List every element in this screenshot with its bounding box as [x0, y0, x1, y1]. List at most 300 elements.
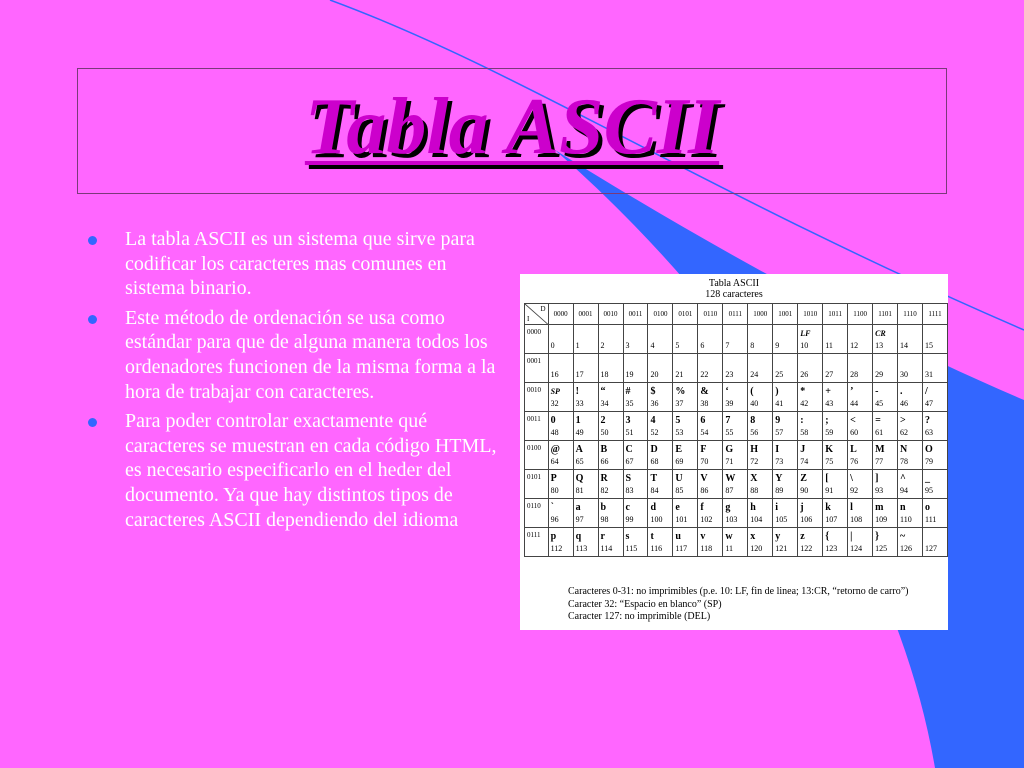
ascii-cell	[873, 354, 898, 383]
ascii-cell	[823, 354, 848, 383]
ascii-char: ?	[924, 415, 930, 426]
ascii-char: z	[800, 531, 805, 542]
ascii-char: =	[875, 415, 881, 426]
ascii-char: 0	[550, 415, 556, 426]
ascii-cell	[798, 470, 823, 499]
ascii-cell	[898, 441, 923, 470]
ascii-cell	[623, 441, 648, 470]
ascii-column-header: 0100	[648, 304, 673, 325]
ascii-cell	[922, 441, 947, 470]
ascii-code: 71	[725, 457, 734, 466]
row-header-label: 0100	[527, 444, 541, 452]
ascii-cell	[598, 325, 623, 354]
ascii-char: s	[625, 531, 630, 542]
ascii-cell	[673, 470, 698, 499]
ascii-cell	[748, 499, 773, 528]
ascii-code: 62	[900, 428, 909, 437]
ascii-code: 93	[875, 486, 884, 495]
ascii-code: 5	[675, 341, 680, 350]
ascii-cell	[623, 470, 648, 499]
ascii-code: 58	[800, 428, 809, 437]
ascii-char: m	[875, 502, 884, 513]
ascii-cell	[573, 412, 598, 441]
ascii-column-header: 0010	[598, 304, 623, 325]
ascii-cell	[698, 470, 723, 499]
ascii-column-header: 0111	[723, 304, 748, 325]
ascii-code: 78	[900, 457, 909, 466]
ascii-row	[525, 470, 948, 499]
ascii-cell	[773, 441, 798, 470]
ascii-column-header: 0011	[623, 304, 648, 325]
ascii-code: 28	[850, 370, 859, 379]
ascii-char: y	[775, 531, 781, 542]
ascii-code: 29	[875, 370, 884, 379]
ascii-char: ’	[850, 386, 854, 397]
ascii-code: 23	[725, 370, 734, 379]
ascii-char: D	[650, 444, 658, 455]
ascii-corner-cell	[525, 304, 549, 325]
ascii-code: 116	[650, 544, 663, 553]
ascii-code: 44	[850, 399, 859, 408]
ascii-row-header	[525, 470, 549, 499]
ascii-char: H	[750, 444, 759, 455]
bullet-text: Para poder controlar exactamente qué caracteres se muestran en cada código HTML, es necesario especificarlo en el heder del documento. Ya que hay distintos tipos de caracteres ASCII dependiendo del idioma	[125, 410, 497, 531]
ascii-cell	[798, 528, 823, 557]
ascii-code: 24	[750, 370, 759, 379]
ascii-code: 66	[600, 457, 609, 466]
ascii-cell	[748, 470, 773, 499]
ascii-code: 39	[725, 399, 734, 408]
ascii-code: 36	[650, 399, 659, 408]
ascii-cell	[823, 528, 848, 557]
ascii-char: “	[600, 386, 606, 397]
ascii-code: 11	[825, 341, 833, 350]
ascii-cell	[748, 325, 773, 354]
ascii-code: 67	[625, 457, 634, 466]
ascii-code: 12	[850, 341, 859, 350]
ascii-char: U	[675, 473, 683, 484]
ascii-char: }	[875, 531, 880, 542]
ascii-cell	[873, 528, 898, 557]
ascii-caption-subtitle: 128 caracteres	[705, 289, 763, 300]
ascii-cell	[573, 354, 598, 383]
bullet-text: Este método de ordenación se usa como estándar para que de alguna manera todos los ordenadores funcionen de la misma forma a la hora de trabajar con caracteres.	[125, 306, 496, 403]
ascii-notes	[568, 586, 908, 624]
ascii-char: 2	[600, 415, 606, 426]
row-header-label: 0000	[527, 328, 541, 336]
ascii-cell	[873, 499, 898, 528]
ascii-cell	[773, 325, 798, 354]
ascii-cell	[723, 441, 748, 470]
ascii-cell	[748, 441, 773, 470]
ascii-cell	[573, 499, 598, 528]
ascii-char: \	[850, 473, 853, 484]
ascii-cell	[798, 441, 823, 470]
ascii-cell	[723, 383, 748, 412]
ascii-note-line: Caracteres 0-31: no imprimibles (p.e. 10: LF, fin de linea; 13:CR, “retorno de carro”)	[568, 586, 909, 597]
ascii-cell	[598, 499, 623, 528]
ascii-cell	[773, 383, 798, 412]
ascii-code: 9	[775, 341, 780, 350]
ascii-code: 47	[924, 399, 933, 408]
ascii-code: 6	[700, 341, 705, 350]
ascii-column-header: 1101	[873, 304, 898, 325]
ascii-cell	[698, 528, 723, 557]
ascii-caption	[520, 278, 948, 300]
ascii-column-header: 1000	[748, 304, 773, 325]
ascii-code: 60	[850, 428, 859, 437]
ascii-code: 75	[825, 457, 834, 466]
ascii-char: CR	[875, 329, 886, 338]
ascii-cell	[748, 412, 773, 441]
ascii-code: 54	[700, 428, 709, 437]
ascii-cell	[898, 470, 923, 499]
ascii-cell	[798, 325, 823, 354]
ascii-cell	[873, 412, 898, 441]
ascii-row	[525, 325, 948, 354]
bullet-dot-icon	[88, 315, 97, 324]
ascii-char: V	[700, 473, 708, 484]
ascii-code: 86	[700, 486, 709, 495]
ascii-cell	[773, 412, 798, 441]
ascii-row	[525, 383, 948, 412]
ascii-cell	[598, 470, 623, 499]
ascii-char: [	[825, 473, 829, 484]
ascii-cell	[648, 325, 673, 354]
ascii-char: &	[700, 386, 709, 397]
ascii-code: 89	[775, 486, 784, 495]
ascii-header-row	[525, 304, 948, 325]
ascii-cell	[873, 383, 898, 412]
ascii-code: 59	[825, 428, 834, 437]
ascii-char: 5	[675, 415, 681, 426]
ascii-cell	[548, 325, 573, 354]
ascii-cell	[673, 528, 698, 557]
ascii-note-line: Caracter 32: “Espacio en blanco” (SP)	[568, 598, 722, 610]
ascii-code: 120	[750, 544, 763, 553]
ascii-cell	[922, 528, 947, 557]
ascii-code: 22	[700, 370, 709, 379]
ascii-column-header: 0001	[573, 304, 598, 325]
ascii-cell	[723, 470, 748, 499]
ascii-char: 8	[750, 415, 756, 426]
ascii-cell	[773, 470, 798, 499]
ascii-code: 99	[625, 515, 634, 524]
ascii-cell	[823, 325, 848, 354]
ascii-char: 7	[725, 415, 731, 426]
ascii-cell	[623, 354, 648, 383]
ascii-cell	[848, 528, 873, 557]
ascii-code: 65	[575, 457, 584, 466]
ascii-column-header: 0101	[673, 304, 698, 325]
bullet-dot-icon	[88, 236, 97, 245]
ascii-column-header: 1001	[773, 304, 798, 325]
ascii-char: -	[875, 386, 879, 397]
ascii-cell	[898, 354, 923, 383]
ascii-row-header	[525, 383, 549, 412]
ascii-code: 79	[924, 457, 933, 466]
ascii-cell	[898, 383, 923, 412]
ascii-char: t	[650, 531, 654, 542]
ascii-code: 104	[750, 515, 763, 524]
ascii-code: 45	[875, 399, 884, 408]
ascii-column-header: 0110	[698, 304, 723, 325]
ascii-cell	[698, 412, 723, 441]
ascii-cell	[823, 441, 848, 470]
ascii-code: 77	[875, 457, 884, 466]
ascii-cell	[848, 441, 873, 470]
ascii-cell	[548, 441, 573, 470]
ascii-code: 38	[700, 399, 709, 408]
ascii-code: 98	[600, 515, 609, 524]
ascii-row	[525, 528, 948, 557]
ascii-row	[525, 412, 948, 441]
ascii-cell	[798, 499, 823, 528]
ascii-char: o	[924, 502, 930, 513]
ascii-char: h	[750, 502, 756, 513]
ascii-cell	[823, 499, 848, 528]
ascii-char: _	[924, 473, 930, 484]
ascii-code: 0	[550, 341, 555, 350]
ascii-code: 127	[924, 544, 937, 553]
ascii-code: 1	[575, 341, 580, 350]
ascii-code: 40	[750, 399, 759, 408]
ascii-code: 37	[675, 399, 684, 408]
ascii-code: 16	[550, 370, 559, 379]
ascii-row-header	[525, 528, 549, 557]
ascii-cell	[848, 412, 873, 441]
ascii-code: 13	[875, 341, 884, 350]
ascii-code: 88	[750, 486, 759, 495]
ascii-char: p	[550, 531, 557, 542]
ascii-code: 111	[924, 515, 937, 524]
ascii-code: 26	[800, 370, 809, 379]
ascii-code: 8	[750, 341, 755, 350]
ascii-cell	[848, 354, 873, 383]
ascii-char: C	[625, 444, 633, 455]
ascii-char: N	[900, 444, 908, 455]
ascii-code: 15	[924, 341, 933, 350]
ascii-cell	[573, 528, 598, 557]
ascii-table-image	[520, 274, 948, 630]
ascii-code: 117	[675, 544, 688, 553]
ascii-char: l	[850, 502, 853, 513]
ascii-code: 34	[600, 399, 609, 408]
ascii-char: 4	[650, 415, 656, 426]
ascii-code: 61	[875, 428, 884, 437]
ascii-code: 103	[725, 515, 738, 524]
ascii-cell	[773, 354, 798, 383]
ascii-row-header	[525, 354, 549, 383]
ascii-code: 53	[675, 428, 684, 437]
ascii-code: 107	[825, 515, 838, 524]
ascii-cell	[698, 499, 723, 528]
ascii-cell	[873, 470, 898, 499]
ascii-char: i	[775, 502, 779, 513]
ascii-char: Y	[775, 473, 783, 484]
ascii-cell	[898, 412, 923, 441]
ascii-code: 32	[550, 399, 559, 408]
ascii-cell	[798, 412, 823, 441]
ascii-cell	[673, 383, 698, 412]
ascii-char: K	[825, 444, 833, 455]
ascii-char: q	[575, 531, 582, 542]
ascii-char: S	[625, 473, 632, 484]
slide-title: Tabla ASCII	[304, 82, 720, 171]
ascii-code: 125	[875, 544, 888, 553]
ascii-code: 43	[825, 399, 834, 408]
ascii-code: 87	[725, 486, 734, 495]
ascii-code: 33	[575, 399, 584, 408]
ascii-char: :	[800, 415, 804, 426]
bullet-text: La tabla ASCII es un sistema que sirve para codificar los caracteres mas comunes en sistema binario.	[125, 228, 475, 300]
ascii-code: 46	[900, 399, 909, 408]
ascii-code: 10	[800, 341, 809, 350]
ascii-char: Q	[575, 473, 584, 484]
row-header-label: 0101	[527, 473, 541, 481]
ascii-cell	[723, 528, 748, 557]
ascii-code: 48	[550, 428, 559, 437]
ascii-char: G	[725, 444, 734, 455]
ascii-code: 92	[850, 486, 859, 495]
ascii-cell	[673, 499, 698, 528]
ascii-char: @	[550, 444, 560, 455]
ascii-cell	[598, 441, 623, 470]
ascii-code: 91	[825, 486, 834, 495]
ascii-code: 126	[900, 544, 913, 553]
ascii-code: 112	[550, 544, 563, 553]
ascii-cell	[548, 499, 573, 528]
ascii-cell	[623, 325, 648, 354]
ascii-char: x	[750, 531, 756, 542]
ascii-char: f	[700, 502, 704, 513]
ascii-code: 52	[650, 428, 659, 437]
ascii-char: a	[575, 502, 581, 513]
ascii-char: +	[825, 386, 831, 397]
ascii-cell	[673, 441, 698, 470]
ascii-cell	[648, 470, 673, 499]
ascii-char: j	[800, 502, 804, 513]
ascii-code: 74	[800, 457, 809, 466]
ascii-code: 35	[625, 399, 634, 408]
ascii-char: `	[550, 502, 554, 513]
bullet-item	[84, 227, 504, 301]
ascii-cell	[748, 354, 773, 383]
ascii-cell	[823, 383, 848, 412]
ascii-char: LF	[800, 329, 811, 338]
ascii-cell	[848, 383, 873, 412]
ascii-code: 69	[675, 457, 684, 466]
ascii-code: 18	[600, 370, 609, 379]
row-header-label: 0011	[527, 415, 541, 423]
ascii-cell	[623, 499, 648, 528]
ascii-cell	[922, 499, 947, 528]
ascii-code: 80	[550, 486, 559, 495]
ascii-cell	[748, 383, 773, 412]
ascii-char: 1	[575, 415, 581, 426]
ascii-char: P	[550, 473, 557, 484]
ascii-char: O	[924, 444, 933, 455]
ascii-char: T	[650, 473, 658, 484]
ascii-row-header	[525, 325, 549, 354]
ascii-cell	[873, 441, 898, 470]
ascii-row-header	[525, 441, 549, 470]
ascii-char: X	[750, 473, 758, 484]
ascii-code: 63	[924, 428, 933, 437]
ascii-code: 19	[625, 370, 634, 379]
ascii-code: 95	[924, 486, 933, 495]
ascii-cell	[598, 354, 623, 383]
ascii-char: ;	[825, 415, 829, 426]
ascii-code: 30	[900, 370, 909, 379]
ascii-char: v	[700, 531, 706, 542]
ascii-char: Z	[800, 473, 807, 484]
ascii-cell	[723, 325, 748, 354]
ascii-column-header: 1110	[898, 304, 923, 325]
ascii-cell	[573, 441, 598, 470]
ascii-code: 25	[775, 370, 784, 379]
ascii-char: L	[850, 444, 857, 455]
ascii-code: 102	[700, 515, 713, 524]
ascii-cell	[648, 499, 673, 528]
ascii-cell	[823, 470, 848, 499]
ascii-char: $	[650, 386, 656, 397]
ascii-code: 4	[650, 341, 655, 350]
ascii-row	[525, 499, 948, 528]
ascii-cell	[548, 383, 573, 412]
ascii-cell	[648, 412, 673, 441]
ascii-column-header: 1010	[798, 304, 823, 325]
ascii-cell	[698, 383, 723, 412]
ascii-char: r	[600, 531, 605, 542]
row-header-label: 0111	[527, 531, 541, 539]
ascii-code: 31	[924, 370, 933, 379]
ascii-cell	[773, 528, 798, 557]
ascii-code: 122	[800, 544, 813, 553]
ascii-cell	[898, 528, 923, 557]
ascii-code: 27	[825, 370, 834, 379]
ascii-code: 109	[875, 515, 888, 524]
corner-top-label: D	[540, 305, 546, 313]
ascii-char: )	[775, 386, 779, 397]
ascii-code: 49	[575, 428, 584, 437]
ascii-cell	[598, 383, 623, 412]
ascii-code: 7	[725, 341, 730, 350]
ascii-char: %	[675, 386, 686, 397]
ascii-code: 73	[775, 457, 784, 466]
ascii-cell	[623, 412, 648, 441]
ascii-cell	[648, 441, 673, 470]
ascii-char: (	[750, 386, 754, 397]
ascii-code: 72	[750, 457, 759, 466]
ascii-char: F	[700, 444, 707, 455]
ascii-char: *	[800, 386, 806, 397]
ascii-code: 3	[625, 341, 630, 350]
bullet-dot-icon	[88, 418, 97, 427]
ascii-char: 9	[775, 415, 781, 426]
ascii-cell	[922, 383, 947, 412]
ascii-cell	[898, 499, 923, 528]
ascii-char: I	[775, 444, 780, 455]
ascii-cell	[898, 325, 923, 354]
ascii-code: 14	[900, 341, 909, 350]
ascii-char: J	[800, 444, 806, 455]
ascii-cell	[922, 354, 947, 383]
ascii-cell	[673, 412, 698, 441]
ascii-code: 85	[675, 486, 684, 495]
ascii-char: !	[575, 386, 579, 397]
ascii-code: 57	[775, 428, 784, 437]
